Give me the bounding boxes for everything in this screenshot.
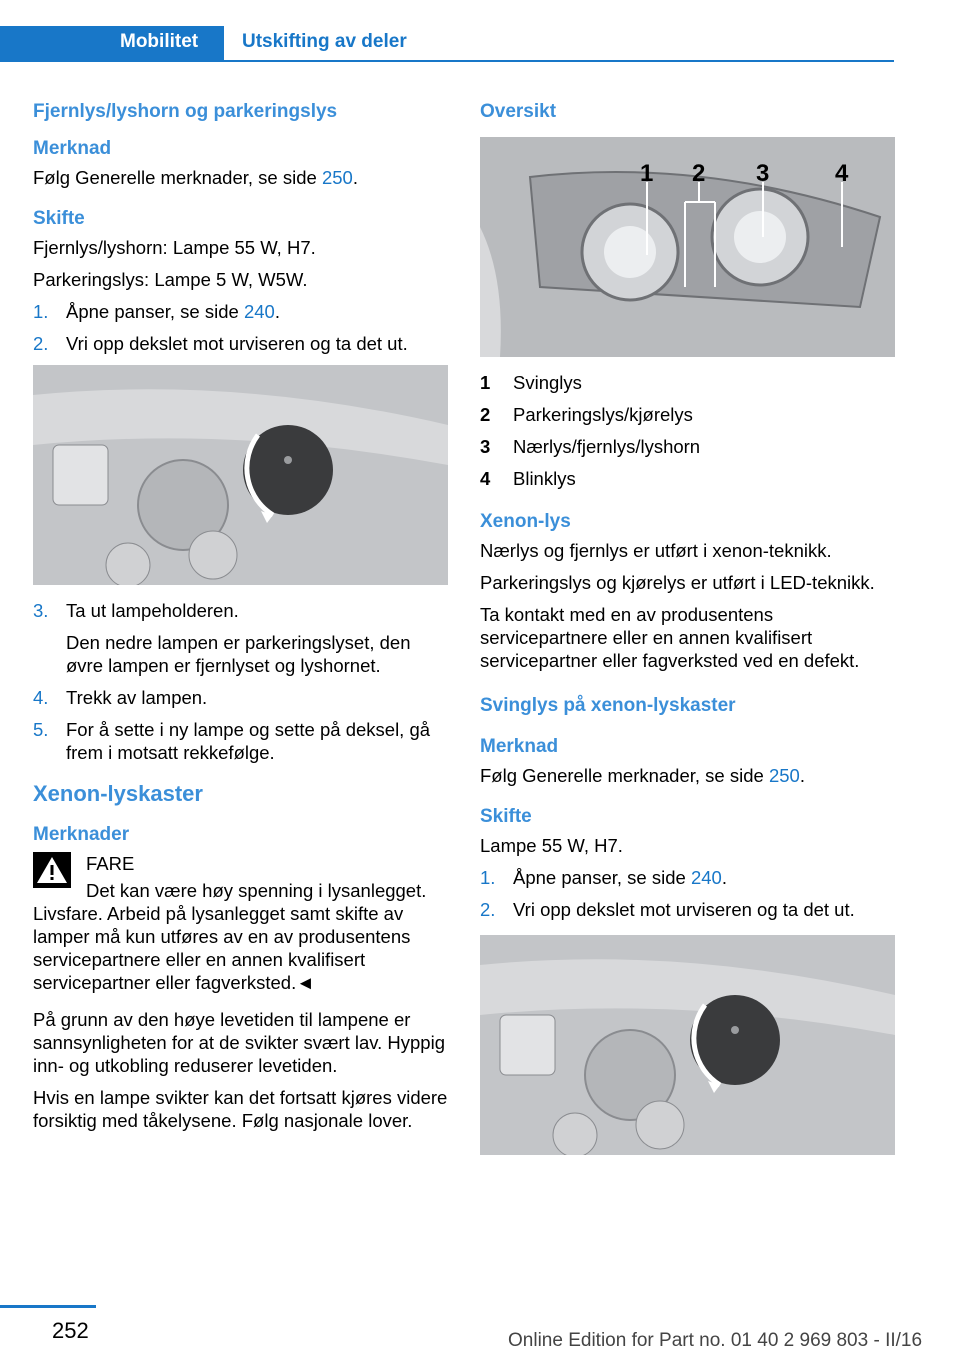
warning-block bbox=[33, 852, 448, 875]
callout-2: 2 bbox=[692, 160, 706, 187]
page-link-250[interactable]: 250 bbox=[768, 765, 800, 786]
page-link-240[interactable]: 240 bbox=[243, 301, 275, 322]
xenon-paragraph-1: Nærlys og fjernlys er utført i xenon-teknikk. bbox=[480, 540, 832, 561]
skifte-heading: Skifte bbox=[33, 208, 85, 229]
page-link-250[interactable]: 250 bbox=[321, 167, 353, 188]
list-item: 4 Blinklys bbox=[480, 468, 576, 489]
list-item: 2. Vri opp dekslet mot urviseren og ta det ut. bbox=[33, 333, 408, 354]
list-item: 3 Nærlys/fjernlys/lyshorn bbox=[480, 436, 701, 457]
list-item: 1 Svinglys bbox=[480, 372, 582, 393]
left-column bbox=[33, 100, 448, 1141]
xenon-paragraph-3: Ta kontakt med en av produsentens servicepartnere eller en annen kvalifisert servicepartner eller fagverksted ved en defekt. bbox=[480, 604, 860, 671]
right-column bbox=[480, 100, 895, 1169]
paragraph-lifetime: På grunn av den høye levetiden til lampene er sannsynligheten for at de svikter svært lav. Hyppig inn- og utkobling reduserer levetiden. bbox=[33, 1009, 445, 1076]
warning-text: Det kan være høy spenning i lysanlegget. Livsfare. Arbeid på lysanlegget samt skifte av lamper må kun utføres av en av produsentens servicepartnere eller en annen kvalifisert servicepartner eller fagverksted.◄ bbox=[33, 880, 427, 993]
footer-rule bbox=[0, 1305, 96, 1308]
xenon-paragraph-2: Parkeringslys og kjørelys er utført i LED-teknikk. bbox=[480, 572, 875, 593]
callout-4: 4 bbox=[835, 160, 849, 187]
edition-text: Online Edition for Part no. 01 40 2 969 803 - II/16 bbox=[508, 1330, 923, 1351]
skifte-line-right: Lampe 55 W, H7. bbox=[480, 835, 623, 856]
list-item: 5. For å sette i ny lampe og sette på deksel, gå frem i motsatt rekkefølge. bbox=[33, 719, 431, 763]
list-item: 1. Åpne panser, se side 240. bbox=[33, 301, 280, 322]
merknad-text-right: Følg Generelle merknader, se side 250. bbox=[480, 765, 805, 786]
steps-list-right bbox=[480, 866, 895, 921]
legend-list bbox=[480, 371, 895, 490]
steps-list-a bbox=[33, 300, 448, 355]
page-link-240[interactable]: 240 bbox=[690, 867, 722, 888]
warning-icon bbox=[33, 852, 71, 888]
merknad-text: Følg Generelle merknader, se side 250. bbox=[33, 167, 358, 188]
merknad-heading-right: Merknad bbox=[480, 736, 559, 757]
tab-mobilitet[interactable]: Mobilitet bbox=[0, 26, 224, 62]
xenon-lyskaster-heading: Xenon-lyskaster bbox=[33, 781, 203, 806]
headlight-cover-illustration bbox=[33, 365, 448, 585]
callout-3: 3 bbox=[756, 160, 770, 187]
paragraph-fog-lights: Hvis en lampe svikter kan det fortsatt kjøres videre forsiktig med tåkelysene. Følg nasjonale lover. bbox=[33, 1087, 448, 1131]
list-item: 4. Trekk av lampen. bbox=[33, 687, 208, 708]
headlight-cover-illustration-2 bbox=[480, 935, 895, 1155]
merknad-heading: Merknad bbox=[33, 138, 112, 159]
list-item: 2 Parkeringslys/kjørelys bbox=[480, 404, 693, 425]
headlight-overview-illustration bbox=[480, 137, 895, 357]
list-item: 1. Åpne panser, se side 240. bbox=[480, 867, 727, 888]
page-number: 252 bbox=[52, 1318, 89, 1343]
skifte-line-1: Fjernlys/lyshorn: Lampe 55 W, H7. bbox=[33, 237, 316, 258]
list-item: 3. Ta ut lampeholderen. Den nedre lampen er parkeringslyset, den øvre lampen er fjernlyset og lyshornet. bbox=[33, 600, 411, 676]
merknader-heading: Merknader bbox=[33, 824, 130, 845]
oversikt-heading: Oversikt bbox=[480, 101, 557, 122]
steps-list-b bbox=[33, 599, 448, 764]
xenon-lys-heading: Xenon-lys bbox=[480, 511, 571, 532]
section-heading-fjernlys: Fjernlys/lyshorn og parkeringslys bbox=[33, 101, 338, 122]
skifte-line-2: Parkeringslys: Lampe 5 W, W5W. bbox=[33, 269, 308, 290]
svinglys-heading: Svinglys på xenon-lyskaster bbox=[480, 695, 736, 716]
list-item: 2. Vri opp dekslet mot urviseren og ta det ut. bbox=[480, 899, 855, 920]
skifte-heading-right: Skifte bbox=[480, 806, 532, 827]
warning-title: FARE bbox=[86, 853, 135, 874]
tab-utskifting[interactable]: Utskifting av deler bbox=[224, 26, 894, 62]
callout-1: 1 bbox=[640, 160, 654, 187]
